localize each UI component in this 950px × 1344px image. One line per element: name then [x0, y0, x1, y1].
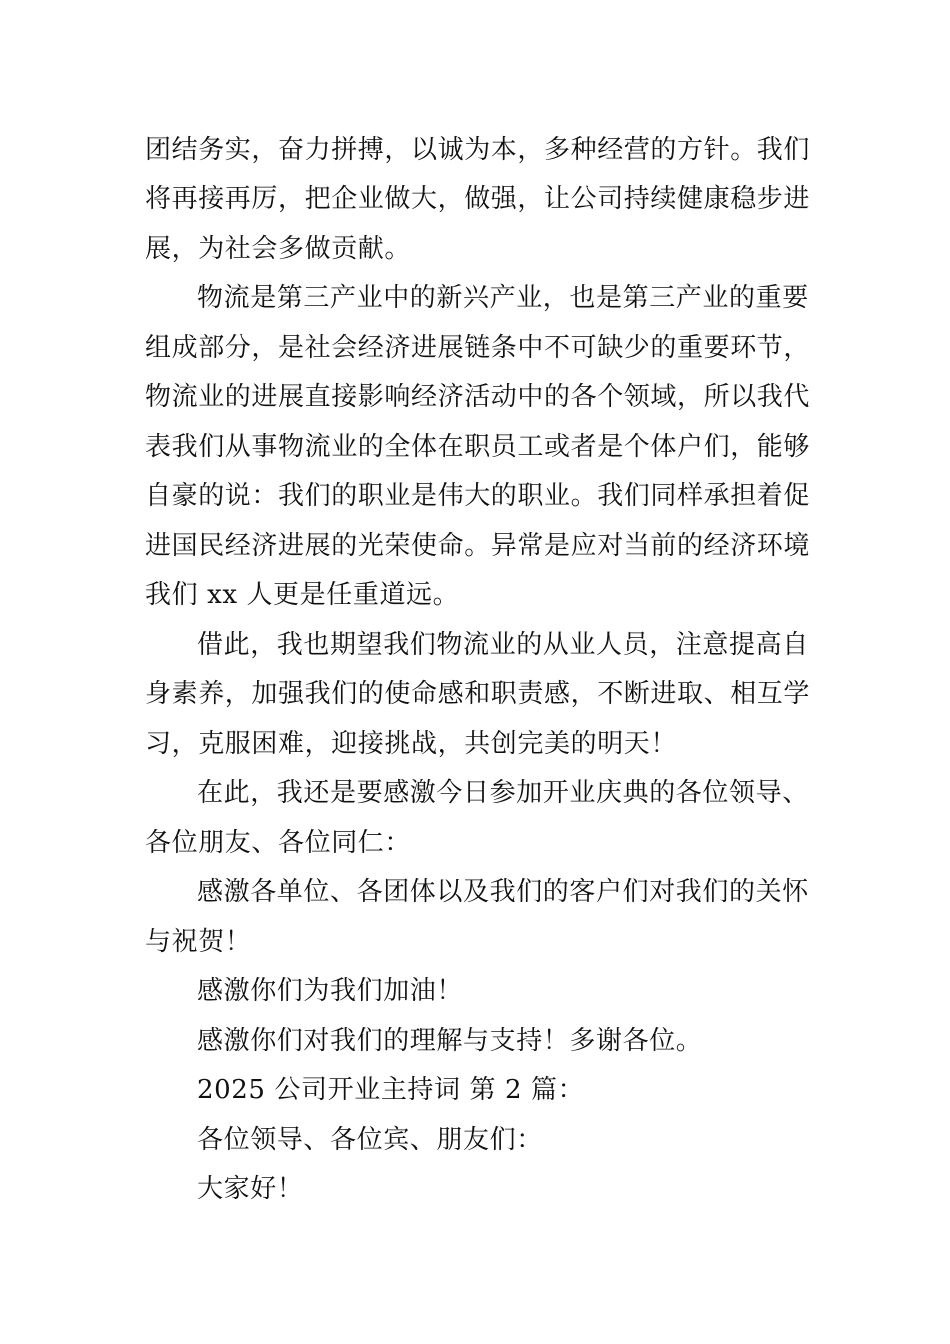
section-heading: 2025 公司开业主持词 第 2 篇：: [197, 1075, 585, 1105]
paragraph-line: 我们 xx 人更是任重道远。: [145, 580, 460, 610]
paragraph-line: 展，为社会多做贡献。: [145, 234, 412, 264]
paragraph-line: 身素养，加强我们的使命感和职责感，不断进取、相互学: [145, 679, 811, 709]
paragraph-line: 将再接再厉，把企业做大，做强，让公司持续健康稳步进: [145, 184, 811, 214]
paragraph-line: 习，克服困难，迎接挑战，共创完美的明天！: [145, 729, 678, 759]
paragraph-line: 各位领导、各位宾、朋友们：: [197, 1125, 543, 1155]
paragraph-line: 在此，我还是要感激今日参加开业庆典的各位领导、: [197, 778, 809, 808]
paragraph-line: 与祝贺！: [145, 927, 252, 957]
paragraph-line: 感激你们为我们加油！: [197, 976, 464, 1006]
paragraph-line: 大家好！: [197, 1174, 304, 1204]
paragraph-line: 借此，我也期望我们物流业的从业人员，注意提高自: [197, 630, 809, 660]
paragraph-line: 各位朋友、各位同仁：: [145, 828, 412, 858]
paragraph-line: 团结务实，奋力拼搏，以诚为本，多种经营的方针。我们: [145, 135, 811, 165]
paragraph-line: 感激各单位、各团体以及我们的客户们对我们的关怀: [197, 877, 809, 907]
paragraph-line: 组成部分，是社会经济进展链条中不可缺少的重要环节，: [145, 333, 811, 363]
paragraph-line: 感激你们对我们的理解与支持！多谢各位。: [197, 1026, 703, 1056]
paragraph-line: 自豪的说：我们的职业是伟大的职业。我们同样承担着促: [145, 481, 811, 511]
paragraph-line: 表我们从事物流业的全体在职员工或者是个体户们，能够: [145, 432, 811, 462]
paragraph-line: 进国民经济进展的光荣使命。异常是应对当前的经济环境: [145, 531, 811, 561]
paragraph-line: 物流是第三产业中的新兴产业，也是第三产业的重要: [197, 283, 809, 313]
paragraph-line: 物流业的进展直接影响经济活动中的各个领域，所以我代: [145, 382, 811, 412]
